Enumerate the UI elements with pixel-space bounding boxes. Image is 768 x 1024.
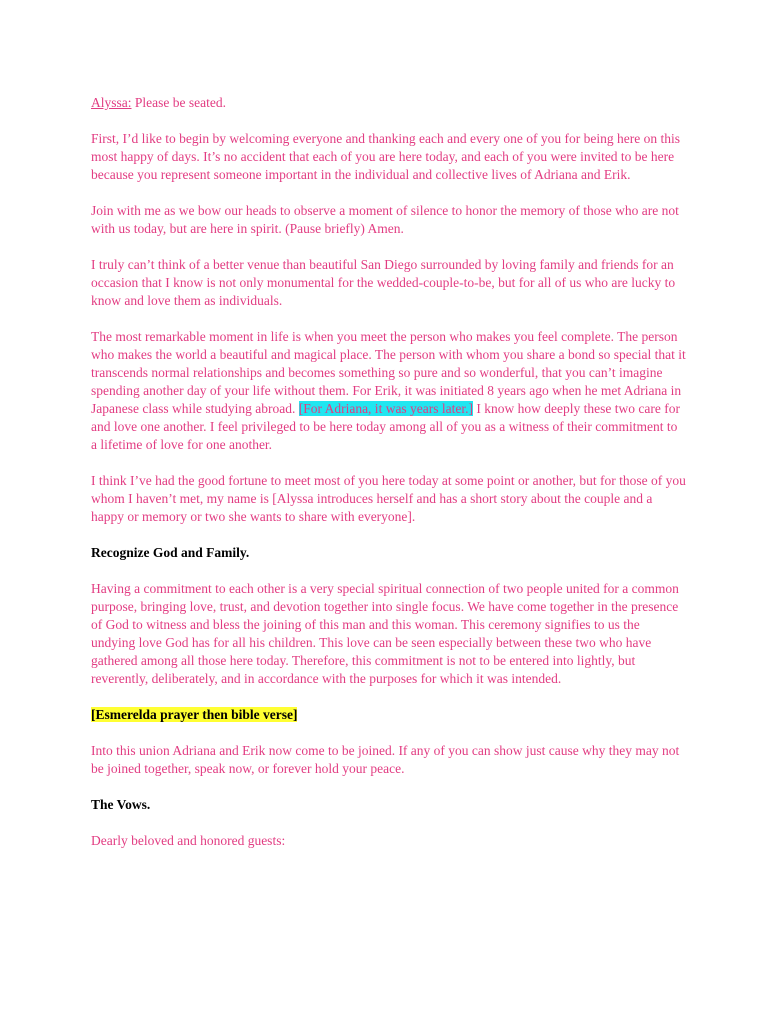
silence-paragraph: Join with me as we bow our heads to observe a moment of silence to honor the memory of those who are not with us today, but are here in spirit. (Pause briefly) Amen. bbox=[91, 203, 679, 236]
speaker-name: Alyssa: bbox=[91, 95, 132, 110]
heading-vows: The Vows. bbox=[91, 797, 151, 812]
heading-recognize: Recognize God and Family. bbox=[91, 545, 250, 560]
union-paragraph: Into this union Adriana and Erik now come to be joined. If any of you can show just cause why they may not be joined together, speak now, or forever hold your peace. bbox=[91, 743, 680, 776]
dearly-beloved-line: Dearly beloved and honored guests: bbox=[91, 833, 286, 848]
intro-line bbox=[91, 94, 686, 112]
prayer-note-line bbox=[91, 706, 686, 724]
venue-paragraph: I truly can’t think of a better venue than beautiful San Diego surrounded by loving family and friends for an occasion that I know is not only monumental for the wedded-couple-to-be, but for all of us who are lucky to know and love them as individuals. bbox=[91, 257, 676, 308]
intro-text: Please be seated. bbox=[131, 95, 226, 110]
commitment-paragraph: Having a commitment to each other is a very special spiritual connection of two people united for a common purpose, bringing love, trust, and devotion together into single focus. We have come together in the presence of God to witness and bless the joining of this man and this woman. This ceremony signifies to us the undying love God has for all his children. This love can be seen especially between these two who have gathered among all those here today. Therefore, this commitment is not to be entered into lightly, but reverently, deliberately, and in accordance with the purposes for which it was intended. bbox=[91, 581, 679, 686]
fortune-paragraph: I think I’ve had the good fortune to meet most of you here today at some point or another, but for those of you whom I haven’t met, my name is [Alyssa introduces herself and has a short story about the couple and a happy or memory or two she wants to share with everyone]. bbox=[91, 473, 686, 524]
highlighted-note: [For Adriana, it was years later.] bbox=[298, 401, 474, 416]
welcome-paragraph: First, I’d like to begin by welcoming everyone and thanking each and every one of you for being here on this most happy of days. It’s no accident that each of you are here today, and each of you were invited to be here because you represent someone important in the individual and collective lives of Adriana and Erik. bbox=[91, 131, 680, 182]
moment-text-before: The most remarkable moment in life is when you meet the person who makes you feel complete. The person who makes the world a beautiful and magical place. The person with whom you share a bond so special that it transcends normal relationships and becomes something so pure and so wonderful, that you can’t imagine spending another day of your life without them. For Erik, it was initiated 8 years ago when he met Adriana in Japanese class while studying abroad. bbox=[91, 329, 686, 416]
moment-text-after: I know how deeply these two care for and love one another. I feel privileged to be here today among all of you as a witness of their commitment to a lifetime of love for one another. bbox=[91, 401, 680, 452]
moment-paragraph bbox=[91, 328, 686, 454]
prayer-note: [Esmerelda prayer then bible verse] bbox=[91, 707, 298, 722]
